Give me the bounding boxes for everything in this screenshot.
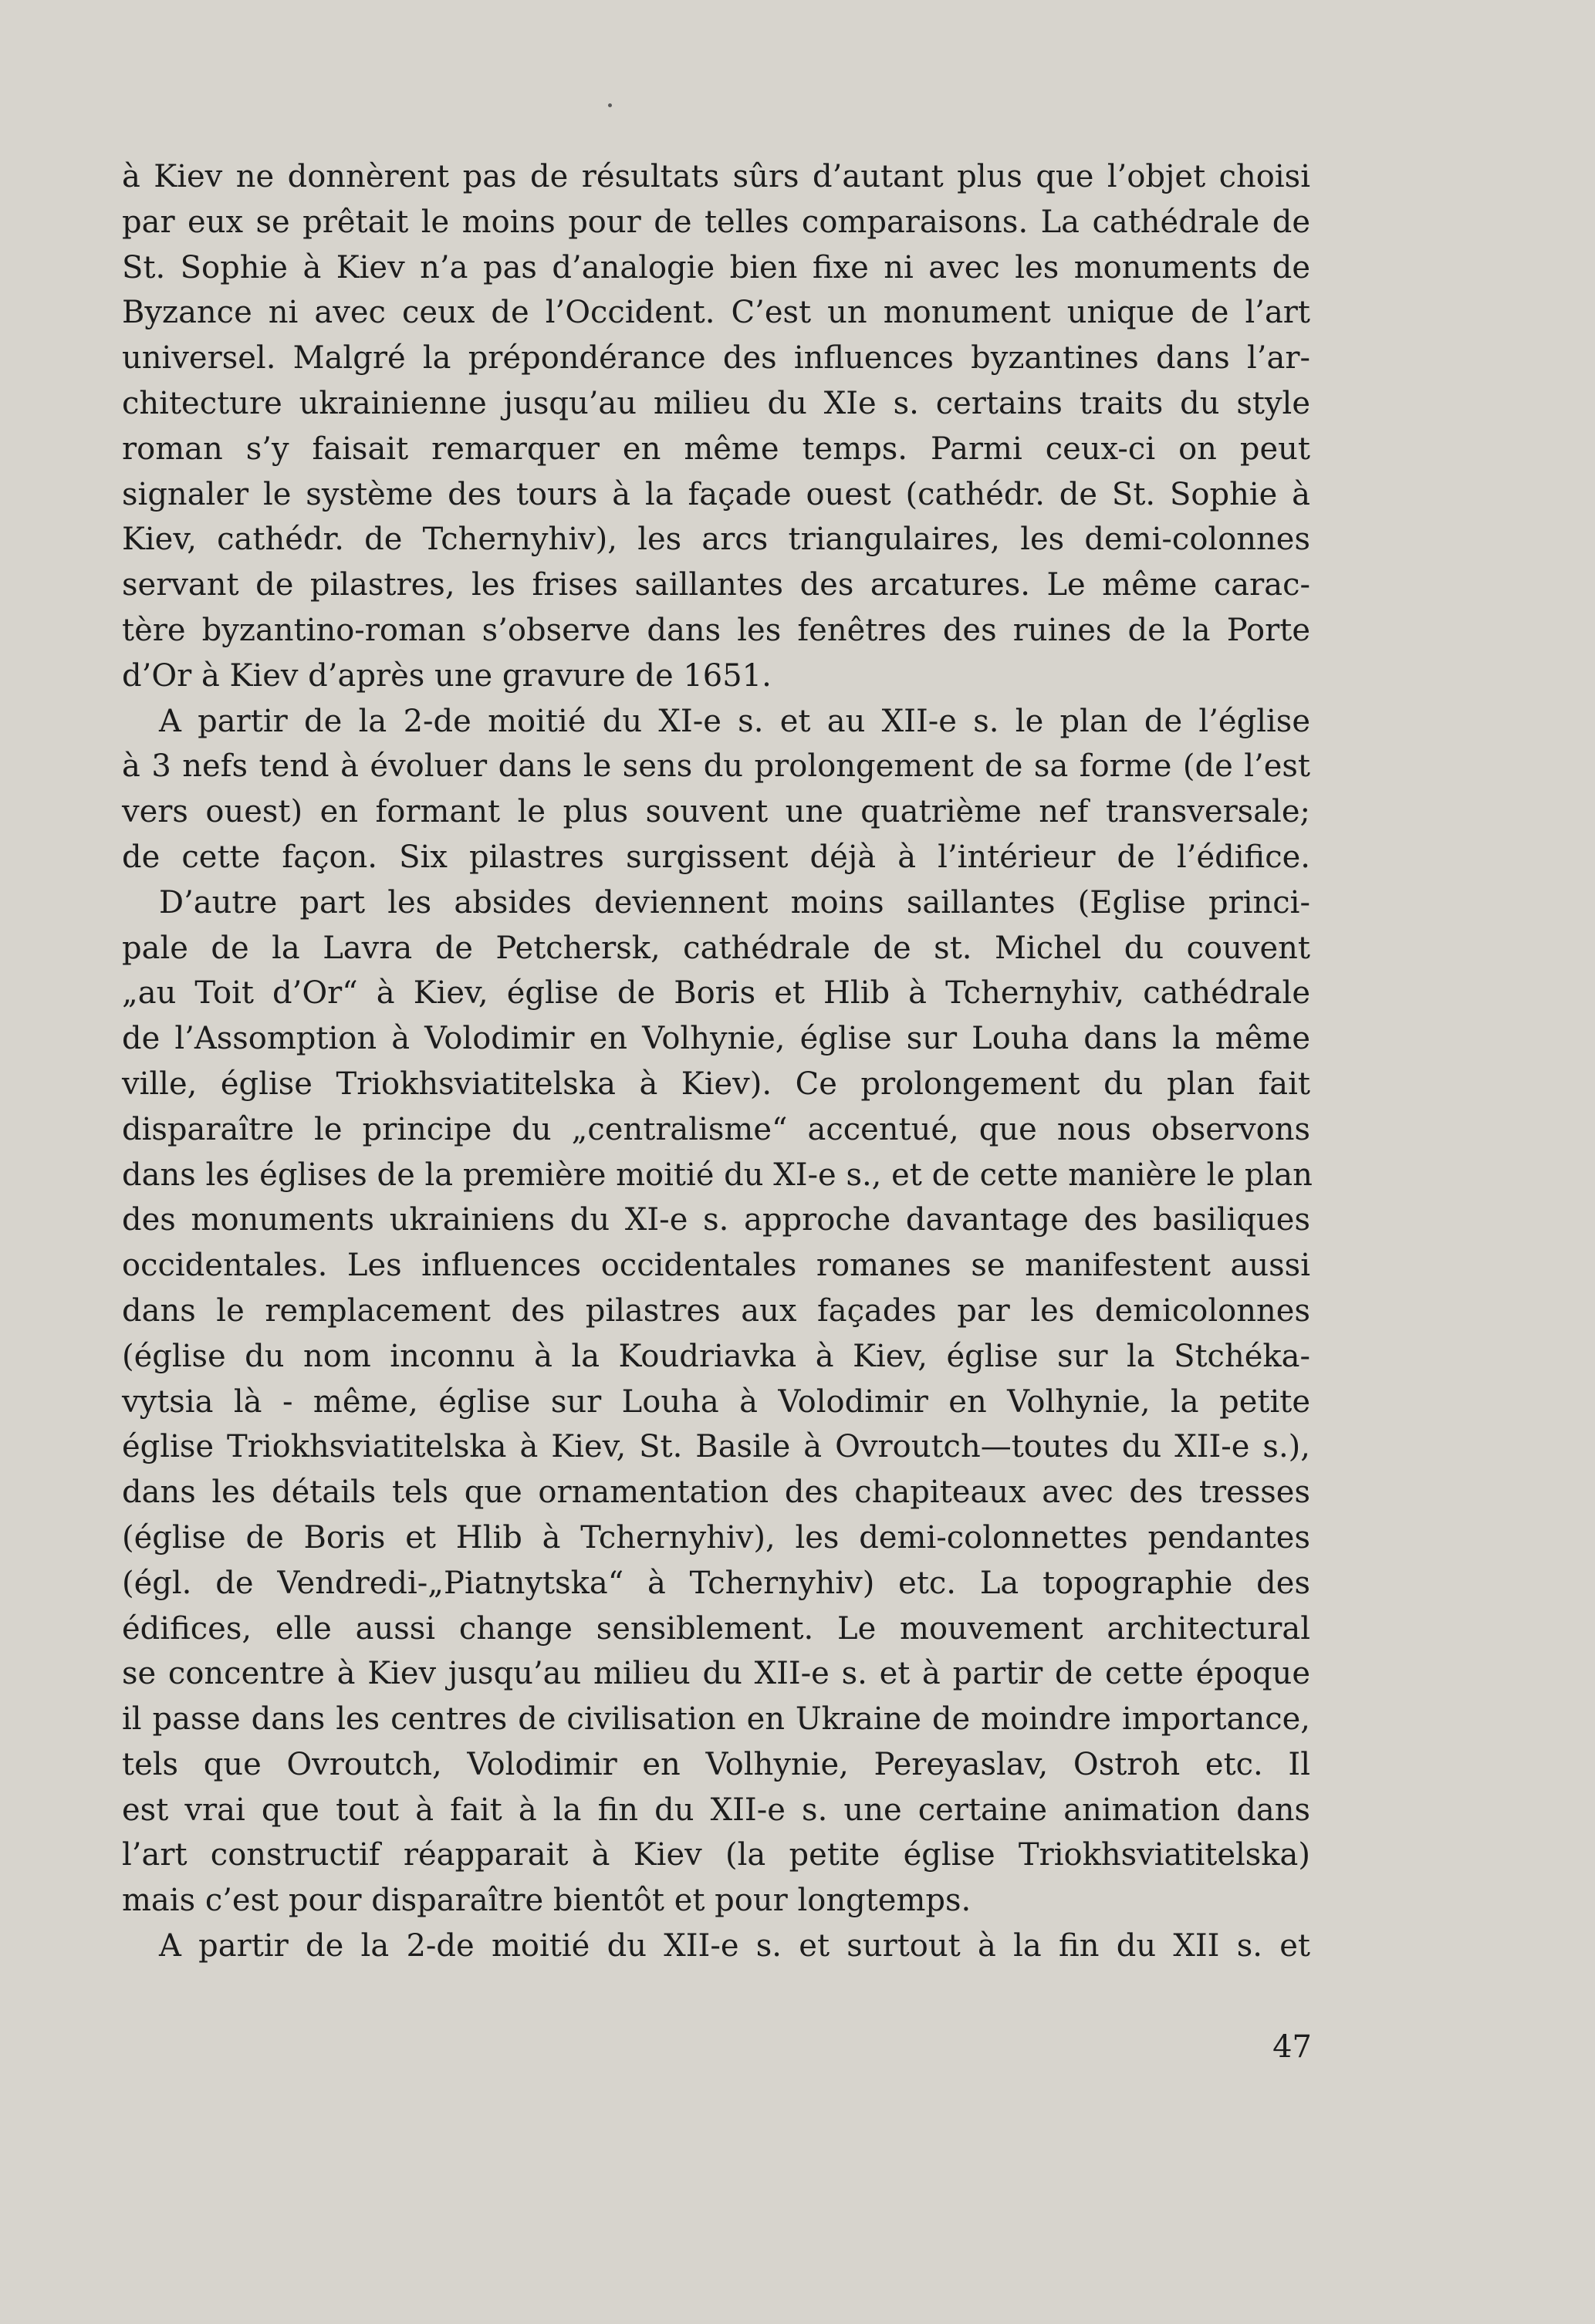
- body-text: [122, 154, 1313, 1969]
- text-line: ville, église Triokhsviatitelska à Kiev). Ce prolongement du plan fait: [122, 1066, 1310, 1102]
- text-line: dans le remplacement des pilastres aux façades par les demicolonnes: [122, 1292, 1310, 1329]
- text-line: d’Or à Kiev d’après une gravure de 1651.: [122, 657, 772, 694]
- text-line: l’art constructif réapparait à Kiev (la petite église Triokhsviatitelska): [122, 1837, 1310, 1873]
- text-line: servant de pilastres, les frises saillantes des arcatures. Le même carac-: [122, 567, 1310, 603]
- text-line: D’autre part les absides deviennent moins saillantes (Eglise princi-: [159, 884, 1310, 920]
- page-number: 47: [1272, 2029, 1312, 2065]
- text-line: dans les églises de la première moitié du XI-e s., et de cette manière le plan: [122, 1157, 1313, 1193]
- text-line: à Kiev ne donnèrent pas de résultats sûrs d’autant plus que l’objet choisi: [122, 159, 1310, 194]
- text-line: de cette façon. Six pilastres surgissent déjà à l’intérieur de l’édifice.: [122, 839, 1310, 875]
- text-line: „au Toit d’Or“ à Kiev, église de Boris et Hlib à Tchernyhiv, cathédrale: [122, 975, 1310, 1012]
- text-line: de l’Assomption à Volodimir en Volhynie, église sur Louha dans la même: [122, 1021, 1310, 1057]
- text-line: (église du nom inconnu à la Koudriavka à Kiev, église sur la Stchéka-: [122, 1338, 1310, 1374]
- text-line: signaler le système des tours à la façade ouest (cathédr. de St. Sophie à: [122, 476, 1310, 512]
- text-line: tels que Ovroutch, Volodimir en Volhynie, Pereyaslav, Ostroh etc. Il: [122, 1746, 1310, 1782]
- text-line: est vrai que tout à fait à la fin du XII-e s. une certaine animation dans: [122, 1792, 1310, 1828]
- text-line: A partir de la 2-de moitié du XI-e s. et au XII-e s. le plan de l’église: [159, 703, 1310, 739]
- text-line: occidentales. Les influences occidentales romanes se manifestent aussi: [122, 1248, 1310, 1284]
- text-line: Kiev, cathédr. de Tchernyhiv), les arcs triangulaires, les demi-colonnes: [122, 522, 1310, 558]
- text-line: roman s’y faisait remarquer en même temps. Parmi ceux-ci on peut: [122, 431, 1310, 467]
- text-line: dans les détails tels que ornamentation des chapiteaux avec des tresses: [122, 1474, 1310, 1511]
- text-line: St. Sophie à Kiev n’a pas d’analogie bien fixe ni avec les monuments de: [122, 249, 1310, 285]
- text-line: des monuments ukrainiens du XI-e s. approche davantage des basiliques: [122, 1202, 1310, 1238]
- text-line: vytsia là - même, église sur Louha à Volodimir en Volhynie, la petite: [122, 1383, 1310, 1420]
- text-line: à 3 nefs tend à évoluer dans le sens du prolongement de sa forme (de l’est: [122, 748, 1310, 785]
- text-line: (église de Boris et Hlib à Tchernyhiv), les demi-colonnettes pendantes: [122, 1519, 1310, 1556]
- text-line: Byzance ni avec ceux de l’Occident. C’est un monument unique de l’art: [122, 295, 1310, 331]
- text-line: église Triokhsviatitelska à Kiev, St. Basile à Ovroutch—toutes du XII-e s.),: [122, 1429, 1310, 1465]
- text-line: vers ouest) en formant le plus souvent une quatrième nef transversale;: [122, 794, 1310, 830]
- text-line: se concentre à Kiev jusqu’au milieu du XII-e s. et à partir de cette époque: [122, 1656, 1310, 1692]
- text-line: disparaître le principe du „centralisme“ accentué, que nous observons: [122, 1111, 1310, 1147]
- text-line: A partir de la 2-de moitié du XII-e s. et surtout à la fin du XII s. et: [159, 1928, 1310, 1964]
- text-line: chitecture ukrainienne jusqu’au milieu du XIe s. certains traits du style: [122, 385, 1310, 421]
- text-line: mais c’est pour disparaître bientôt et pour longtemps.: [122, 1883, 972, 1919]
- speck-mark: [608, 103, 612, 107]
- text-line: il passe dans les centres de civilisation en Ukraine de moindre importance,: [122, 1701, 1310, 1738]
- text-line: par eux se prêtait le moins pour de telles comparaisons. La cathédrale de: [122, 204, 1310, 240]
- text-line: édifices, elle aussi change sensiblement. Le mouvement architectural: [122, 1610, 1310, 1647]
- text-line: (égl. de Vendredi-„Piatnytska“ à Tchernyhiv) etc. La topographie des: [122, 1565, 1310, 1601]
- text-line: tère byzantino-roman s’observe dans les fenêtres des ruines de la Porte: [122, 612, 1310, 648]
- text-line: universel. Malgré la prépondérance des influences byzantines dans l’ar-: [122, 340, 1310, 377]
- text-line: pale de la Lavra de Petchersk, cathédrale de st. Michel du couvent: [122, 930, 1310, 966]
